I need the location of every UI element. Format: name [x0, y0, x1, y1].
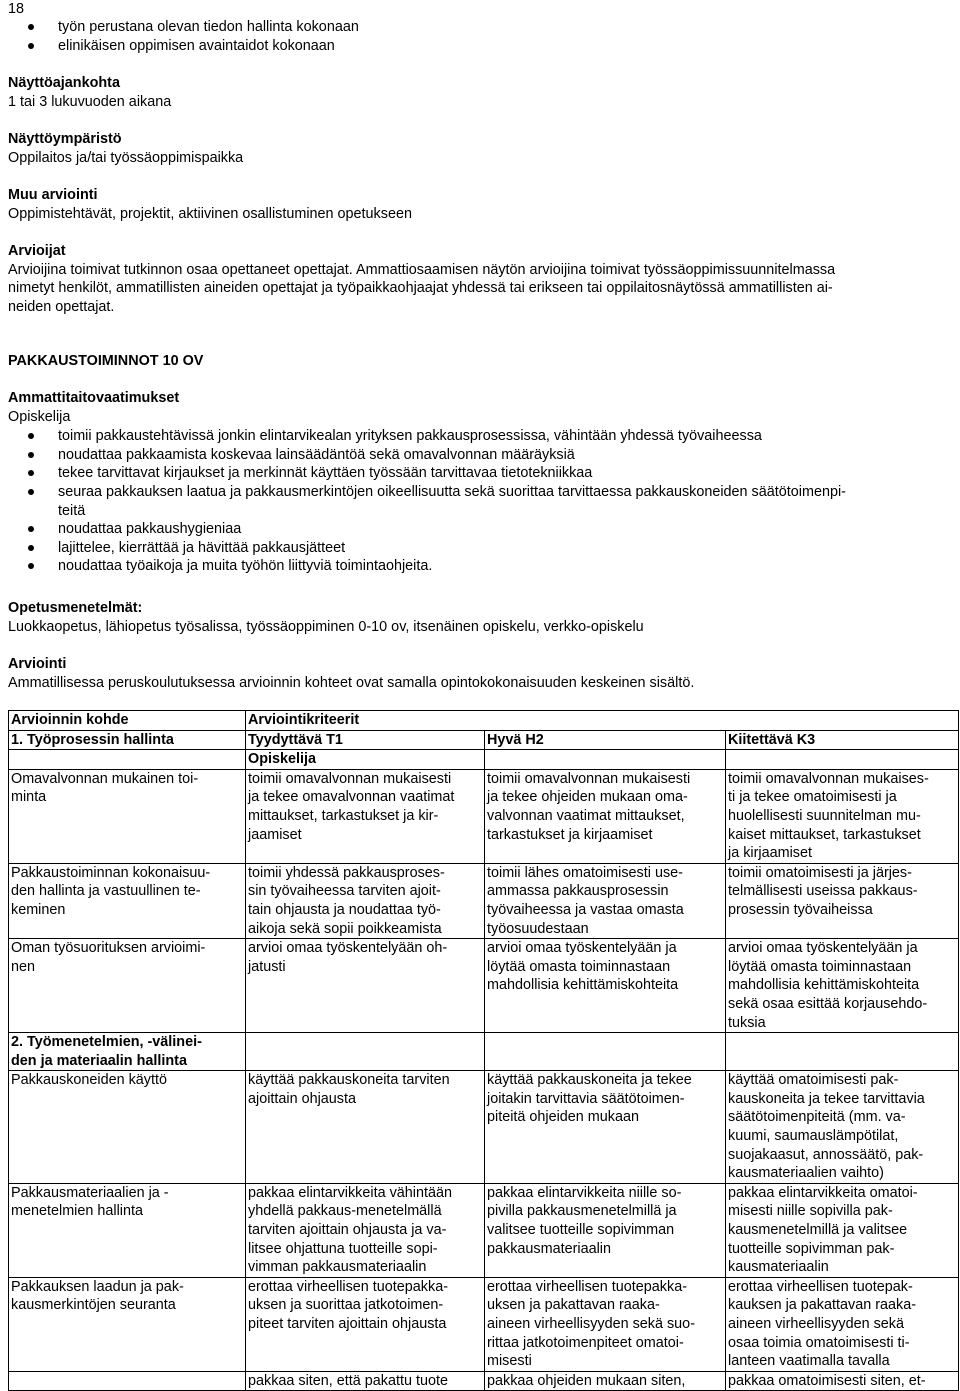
cell-line: uksen ja suorittaa jatkotoimen- — [248, 1297, 444, 1314]
cell-line: misesti niille sopivilla pak- — [728, 1203, 893, 1220]
cell-line: menetelmien hallinta — [11, 1203, 143, 1220]
cell-line: tuotteille sopivimman pak- — [728, 1240, 895, 1257]
cell-line: kausmateriaalien vaihto) — [728, 1165, 884, 1182]
cell-line: toimii omatoimisesti ja järjes- — [728, 864, 912, 881]
criteria-cell-t1 — [246, 1371, 485, 1391]
section-heading: Arviointi — [8, 656, 67, 672]
section-heading: Muu arviointi — [8, 187, 98, 203]
section-text: 1 tai 3 lukuvuoden aikana — [8, 93, 172, 110]
cell-line: mahdollisia kehittämiskohteita — [728, 977, 920, 994]
cell-line: jatusti — [248, 958, 286, 975]
section-text: Oppilaitos ja/tai työssäoppimispaikka — [8, 149, 244, 166]
cell-line: kaiset mittaukset, tarkastukset — [728, 826, 921, 843]
assessment-target-cell — [9, 1071, 246, 1184]
cell-line: aineen virheellisyyden sekä suo- — [487, 1316, 695, 1332]
group-heading: 1. Työprosessin hallinta — [9, 730, 246, 750]
cell-line: ja kirjaamiset — [728, 845, 812, 862]
cell-line: suojakaasut, annossäätö, pak- — [728, 1146, 924, 1163]
criteria-cell-k3 — [726, 1371, 959, 1391]
cell-line: Pakkauskoneiden käyttö — [11, 1072, 167, 1089]
criteria-cell-h2 — [485, 769, 726, 863]
cell-line: kauksen ja pakattavan raaka- — [728, 1297, 916, 1314]
cell-line: minta — [11, 789, 47, 806]
table-cell — [485, 1033, 726, 1071]
table-row — [9, 863, 959, 938]
section-text: Oppimistehtävät, projektit, aktiivinen osallistuminen opetukseen — [8, 205, 412, 222]
cell-line: ammassa pakkausprosessin — [487, 883, 669, 900]
page-number: 18 — [8, 1, 25, 17]
group2-rows — [9, 1071, 959, 1391]
cell-line: käyttää pakkauskoneita tarviten — [248, 1072, 450, 1089]
assessment-target-cell — [9, 1183, 246, 1277]
cell-line: Omavalvonnan mukainen toi- — [11, 770, 199, 787]
subject-cell: Opiskelija — [246, 750, 485, 770]
cell-line: toimii lähes omatoimisesti use- — [487, 864, 683, 881]
section-text: Luokkaopetus, lähiopetus työsalissa, työssäoppiminen 0-10 ov, itsenäinen opiskelu, verkko-opiskelu — [8, 618, 644, 635]
table-header-cell: Arvioinnin kohde — [9, 711, 246, 731]
cell-line: arvioi omaa työskentelyään ja — [487, 940, 677, 957]
cell-line: rittaa jatkotoimenpiteet omatoi- — [487, 1334, 684, 1351]
table-cell — [726, 1033, 959, 1071]
assessment-target-cell — [9, 939, 246, 1033]
cell-line: kausmateriaalin — [728, 1259, 829, 1276]
cell-line: ja tekee omavalvonnan vaatimat — [248, 789, 455, 806]
table-row — [9, 1071, 959, 1184]
section-opetusmenetelmat — [8, 599, 952, 636]
cell-line: löytää omasta toiminnastaan — [487, 958, 671, 975]
criteria-cell-t1 — [246, 769, 485, 863]
cell-line: pakkaa elintarvikkeita vähintään — [248, 1184, 452, 1201]
cell-line: toimii yhdessä pakkausproses- — [248, 864, 445, 881]
cell-line: piteet tarviten ajoittain ohjausta — [248, 1316, 447, 1332]
cell-line: toimii omavalvonnan mukaisesti — [487, 770, 691, 787]
cell-line: löytää omasta toiminnastaan — [728, 958, 912, 975]
cell-line: toimii omavalvonnan mukaisesti — [248, 770, 452, 787]
section-arvioijat — [8, 242, 952, 316]
cell-line: vimman pakkausmateriaalin — [248, 1259, 427, 1276]
cell-line: kausmenetelmillä ja valitsee — [728, 1222, 908, 1239]
assessment-target-cell — [9, 1277, 246, 1371]
table-group-row — [9, 1033, 959, 1071]
cell-line: sekä osaa esittää korjausehdo- — [728, 995, 928, 1012]
cell-line: aineen virheellisyyden sekä — [728, 1316, 904, 1332]
cell-line: erottaa virheellisen tuotepakka- — [248, 1278, 448, 1295]
cell-line: mittaukset, tarkastukset ja kir- — [248, 807, 439, 824]
cell-line: kuumi, saumauslämpötilat, — [728, 1128, 899, 1145]
module-title: PAKKAUSTOIMINNOT 10 OV — [8, 353, 204, 369]
grade-heading: Kiitettävä K3 — [726, 730, 959, 750]
list-item-text: noudattaa pakkaushygieniaa — [58, 521, 242, 538]
section-heading: Opetusmenetelmät: — [8, 600, 143, 616]
section-nayttoajankohta — [8, 74, 952, 111]
cell-line: erottaa virheellisen tuotepak- — [728, 1278, 913, 1295]
table-row — [9, 1371, 959, 1391]
section-text-line: Arvioijina toimivat tutkinnon osaa opettaneet opettajat. Ammattiosaamisen näytön arvioijina toimivat työssäoppimissuunnitelmassa — [8, 261, 836, 278]
cell-line: erottaa virheellisen tuotepakka- — [487, 1278, 687, 1295]
list-item-text: seuraa pakkauksen laatua ja pakkausmerkintöjen oikeellisuutta sekä suorittaa tarvittaessa pakkauskoneiden säätötoimenpi- — [58, 483, 846, 500]
section-ammattitaito — [8, 389, 952, 576]
group-heading — [9, 1033, 246, 1071]
cell-line: kauskoneita ja tekee tarvittavia — [728, 1090, 925, 1107]
section-text-line: nimetyt henkilöt, ammatillisten aineiden opettajat ja työpaikkaohjaajat yhdessä tai erikseen tai oppilaitosnäytössä ammatillisten ai- — [8, 280, 833, 297]
table-row — [9, 1277, 959, 1371]
table-cell — [485, 750, 726, 770]
table-row — [9, 939, 959, 1033]
criteria-cell-k3 — [726, 939, 959, 1033]
group1-rows — [9, 769, 959, 1032]
cell-line: pakkaa ohjeiden mukaan siten, — [487, 1372, 686, 1389]
cell-line: piteitä ohjeiden mukaan — [487, 1109, 640, 1126]
table-row — [9, 769, 959, 863]
cell-line: valitsee tuotteille sopivimman — [487, 1222, 675, 1239]
criteria-cell-k3 — [726, 1071, 959, 1184]
cell-line: tuksia — [728, 1014, 766, 1031]
cell-line: työosuudestaan — [487, 920, 589, 937]
assessment-target-cell — [9, 769, 246, 863]
criteria-cell-h2 — [485, 1371, 726, 1391]
cell-line: aikoja sekä sopii poikkeamista — [248, 920, 442, 937]
cell-line: käyttää omatoimisesti pak- — [728, 1072, 899, 1089]
assessment-target-cell — [9, 1371, 246, 1391]
section-nayttoymparisto — [8, 130, 952, 167]
top-bullet-list — [8, 18, 952, 55]
cell-line: litsee ohjattuna tuotteille sopi- — [248, 1240, 438, 1257]
cell-line: arvioi omaa työskentelyään ja — [728, 940, 918, 957]
cell-line: jaamiset — [248, 826, 302, 843]
cell-line: uksen ja pakattavan raaka- — [487, 1297, 660, 1314]
cell-line: Pakkaustoiminnan kokonaisuu- — [11, 864, 211, 881]
cell-line: pakkaa omatoimisesti siten, et- — [728, 1372, 926, 1389]
criteria-cell-t1 — [246, 1277, 485, 1371]
cell-line: pakkausmateriaalin — [487, 1240, 611, 1257]
criteria-cell-h2 — [485, 1277, 726, 1371]
list-item-text: teitä — [58, 502, 86, 519]
list-item: työn perustana olevan tiedon hallinta kokonaan — [8, 18, 952, 37]
cell-line: Pakkauksen laadun ja pak- — [11, 1278, 184, 1295]
cell-line: tarkastukset ja kirjaamiset — [487, 826, 653, 843]
list-item-text: noudattaa työaikoja ja muita työhön liittyviä toimintaohjeita. — [58, 558, 433, 575]
cell-line: telmällisesti useissa pakkaus- — [728, 883, 918, 900]
list-item-text: lajittelee, kierrättää ja hävittää pakkausjätteet — [58, 539, 346, 556]
list-item — [8, 427, 952, 446]
criteria-cell-k3 — [726, 1277, 959, 1371]
cell-line: pakkaa elintarvikkeita omatoi- — [728, 1184, 918, 1201]
requirements-list — [8, 427, 952, 576]
cell-line: joitakin tarvittavia säätötoimen- — [487, 1090, 685, 1107]
table-subject-row — [9, 750, 959, 770]
criteria-cell-h2 — [485, 939, 726, 1033]
cell-line: prosessin työvaiheissa — [728, 901, 873, 918]
criteria-cell-h2 — [485, 1183, 726, 1277]
section-heading: Arvioijat — [8, 243, 66, 259]
section-heading: Ammattitaitovaatimukset — [8, 390, 180, 406]
cell-line: pivilla pakkausmenetelmillä ja — [487, 1203, 677, 1220]
cell-line: Oman työsuorituksen arvioimi- — [11, 940, 206, 957]
cell-line: arvioi omaa työskentelyään oh- — [248, 940, 448, 957]
cell-line: pakkaa siten, että pakattu tuote — [248, 1372, 449, 1389]
list-item-text: tekee tarvittavat kirjaukset ja merkinnät käyttäen työssään tarvittavaa tietotekniikkaa — [58, 465, 593, 482]
criteria-cell-k3 — [726, 1183, 959, 1277]
cell-line: osaa toimia omatoimisesti ti- — [728, 1334, 910, 1351]
group-heading-line: 2. Työmenetelmien, -välinei- — [11, 1034, 202, 1051]
section-arviointi — [8, 655, 952, 692]
criteria-cell-t1 — [246, 863, 485, 938]
cell-line: kausmerkintöjen seuranta — [11, 1297, 176, 1314]
group-heading-line: den ja materiaalin hallinta — [11, 1052, 187, 1069]
cell-line: työvaiheessa ja vastaa omasta — [487, 901, 684, 918]
list-item — [8, 446, 952, 465]
list-item — [8, 539, 952, 558]
table-row — [9, 1183, 959, 1277]
section-text-line: neiden opettajat. — [8, 298, 115, 315]
criteria-cell-h2 — [485, 863, 726, 938]
cell-line: pakkaa elintarvikkeita niille so- — [487, 1184, 682, 1201]
cell-line: Pakkausmateriaalien ja - — [11, 1184, 169, 1201]
list-item: elinikäisen oppimisen avaintaidot kokonaan — [8, 37, 952, 56]
list-item — [8, 464, 952, 483]
cell-line: yhdellä pakkaus-menetelmällä — [248, 1203, 442, 1220]
cell-line: valvonnan vaatimat mittaukset, — [487, 807, 685, 824]
cell-line: tain ohjausta ja noudattaa työ- — [248, 901, 441, 918]
section-heading: Näyttöajankohta — [8, 75, 120, 91]
table-header-cell: Arviointikriteerit — [246, 711, 959, 731]
assessment-target-cell — [9, 863, 246, 938]
grade-heading: Hyvä H2 — [485, 730, 726, 750]
criteria-cell-k3 — [726, 863, 959, 938]
cell-line: säätötoimenpiteitä (mm. va- — [728, 1109, 906, 1126]
criteria-cell-k3 — [726, 769, 959, 863]
table-header-row — [9, 711, 959, 731]
cell-line: misesti — [487, 1353, 532, 1370]
table-cell — [246, 1033, 485, 1071]
cell-line: ti ja tekee omatoimisesti ja — [728, 789, 897, 806]
section-heading: Näyttöympäristö — [8, 131, 122, 147]
table-cell — [9, 750, 246, 770]
cell-line: den hallinta ja vastuullinen te- — [11, 883, 201, 900]
cell-line: ajoittain ohjausta — [248, 1090, 357, 1107]
cell-line: ja tekee ohjeiden mukaan oma- — [487, 789, 688, 806]
grade-heading: Tyydyttävä T1 — [246, 730, 485, 750]
criteria-cell-t1 — [246, 1183, 485, 1277]
list-item-text: toimii pakkaustehtävissä jonkin elintarvikealan yrityksen pakkausprosessissa, vähintään yhdessä työvaiheessa — [58, 428, 762, 445]
cell-line: toimii omavalvonnan mukaises- — [728, 770, 929, 787]
table-group-row — [9, 730, 959, 750]
cell-line: mahdollisia kehittämiskohteita — [487, 977, 679, 994]
cell-line: huolellisesti suunnitelman mu- — [728, 807, 921, 824]
subject-label: Opiskelija — [8, 408, 71, 425]
list-item — [8, 520, 952, 539]
criteria-cell-t1 — [246, 939, 485, 1033]
list-item — [8, 557, 952, 576]
table-cell — [726, 750, 959, 770]
cell-line: sin työvaiheessa tarviten ajoit- — [248, 883, 441, 900]
criteria-cell-t1 — [246, 1071, 485, 1184]
criteria-cell-h2 — [485, 1071, 726, 1184]
cell-line: keminen — [11, 901, 66, 918]
list-item-text: noudattaa pakkaamista koskevaa lainsäädäntöä sekä omavalvonnan määräyksiä — [58, 446, 575, 463]
cell-line: tarviten ajoittain ohjausta ja va- — [248, 1222, 447, 1239]
criteria-table — [8, 710, 959, 1391]
cell-line: käyttää pakkauskoneita ja tekee — [487, 1072, 692, 1089]
section-muu-arviointi — [8, 186, 952, 223]
cell-line: lanteen vaatimalla tavalla — [728, 1353, 890, 1370]
list-item — [8, 483, 952, 520]
section-text: Ammatillisessa peruskoulutuksessa arvioinnin kohteet ovat samalla opintokokonaisuuden keskeinen sisältö. — [8, 674, 695, 691]
cell-line: nen — [11, 958, 36, 975]
